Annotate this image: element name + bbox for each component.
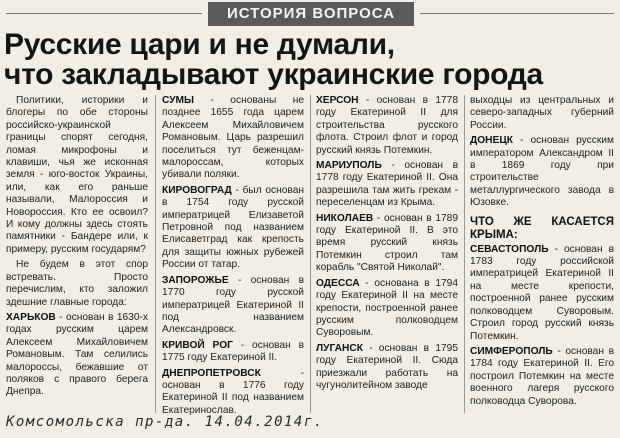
headline-line-1: Русские цари и не думали, [4, 28, 395, 61]
entry-text: - основан в 1630-х годах русским царем Алексеем Михайловичем Романовым. Там селились малороссы, бежавшие от поляков с правого берега Днепра. [6, 311, 148, 398]
entry-kirovograd [162, 185, 304, 272]
entry-zaporozhye [162, 275, 304, 337]
entry-text: - основан в 1783 году российской императрицей Екатериной II на месте крепости, построенной ранее русским полководцем Суворовым. Строил город русский князь Потемкин. [470, 243, 614, 342]
city-name: ХАРЬКОВ [6, 311, 56, 323]
rubric-label: ИСТОРИЯ ВОПРОСА [208, 2, 414, 26]
rubric-rule-right [420, 13, 614, 14]
entry-dnepropetrovsk [162, 368, 304, 418]
entry-text: - основан в 1784 году Екатериной II. Его построил Потемкин на месте военного лагеря русского полководца Суворова. [470, 345, 614, 407]
intro-paragraph-1: Политики, историки и блогеры по обе стороны российско-украинской границы спорят сегодня, ломая микрофоны и клавиши, чья же исконная земля - юго-восток Украины, или, как его раньше называли, Малороссия и Новороссия. Кто ее освоил? И кому должны здесь стоять памятники - Бандере или, к примеру, русским государям? [6, 95, 148, 255]
entry-kherson [316, 95, 458, 157]
entry-sevastopol [470, 244, 614, 343]
entry-text: - основан в 1795 году Екатериной II. Сюда приезжали работать на чугунолитейном заводе [316, 342, 458, 391]
crimea-subheading: ЧТО ЖЕ КАСАЕТСЯ КРЫМА: [470, 215, 614, 241]
entry-lugansk [316, 343, 458, 393]
column-divider [310, 95, 311, 413]
entry-kharkov [6, 312, 148, 399]
entry-simferopol [470, 346, 614, 408]
city-name: НИКОЛАЕВ [316, 212, 374, 224]
entry-text: - основан в 1770 году русской императрицей Екатериной II под названием Александровск. [162, 274, 304, 336]
entry-sumy [162, 95, 304, 182]
entry-nikolaev [316, 213, 458, 275]
entry-text: - основана в 1794 году Екатериной II на месте крепости, построенной ранее русским полководцем Суворовым. [316, 277, 458, 339]
entry-text: - основаны не позднее 1655 года царем Алексеем Михайловичем Романовым. Царь разрешил поселиться тут беженцам-малороссам, которых убивали поляки. [162, 95, 304, 181]
city-name: СЕВАСТОПОЛЬ [470, 243, 549, 255]
city-name: СУМЫ [162, 95, 195, 106]
entry-mariupol [316, 160, 458, 210]
entry-odessa [316, 278, 458, 340]
entry-text: - основан русским императором Александром II в 1869 году при строительстве металлургического завода в Юзовке. [470, 135, 614, 209]
column-1 [6, 95, 148, 402]
entry-text: - основан в 1776 году Екатериной II под названием Екатеринослав. [162, 367, 304, 416]
city-name: МАРИУПОЛЬ [316, 160, 382, 172]
entry-text: - был основан в 1754 году русской императрицей Елизаветой Петровной под названием Елисаветград как крепость для защиты южных рубежей России от татар. [162, 184, 304, 271]
entry-text: - основан в 1789 году Екатериной II. В это время русский князь Потемкин строил там корабль "Святой Николай". [316, 212, 458, 274]
handwritten-source-note: Комсомольска пр-да. 14.04.2014г. [6, 414, 324, 430]
column-divider [155, 95, 156, 413]
entry-text: - основан в 1775 году Екатериной II. [162, 339, 304, 364]
city-name: КИРОВОГРАД [162, 184, 232, 196]
city-name: ДНЕПРОПЕТРОВСК [162, 367, 261, 379]
rubric-rule-left [6, 13, 202, 14]
entry-donetsk [470, 135, 614, 209]
column-divider [464, 95, 465, 413]
entry-text: - основан в 1778 году Екатериной II для строительства русского флота. Строил флот и город русский князь Потемкин. [316, 95, 458, 156]
intro-paragraph-2: Не будем в этот спор встревать. Просто перечислим, кто заложил здешние главные города: [6, 259, 148, 308]
city-name: КРИВОЙ РОГ [162, 339, 233, 351]
headline-line-2: что закладывают украинские города [4, 58, 543, 91]
column-2 [162, 95, 304, 420]
entry-text: - основан в 1778 году Екатериной II. Она разрешила там жить грекам - переселенцам из Крыма. [316, 160, 458, 209]
city-name: ОДЕССА [316, 277, 360, 289]
lugansk-continuation: выходцы из центральных и северо-западных губерний России. [470, 95, 614, 131]
article-headline [4, 30, 616, 90]
city-name: ДОНЕЦК [470, 135, 513, 147]
entry-krivoy-rog [162, 340, 304, 365]
city-name: ХЕРСОН [316, 95, 359, 106]
city-name: ЗАПОРОЖЬЕ [162, 274, 229, 286]
city-name: СИМФЕРОПОЛЬ [470, 345, 553, 357]
column-4 [470, 95, 614, 411]
city-name: ЛУГАНСК [316, 342, 363, 354]
column-3 [316, 95, 458, 395]
